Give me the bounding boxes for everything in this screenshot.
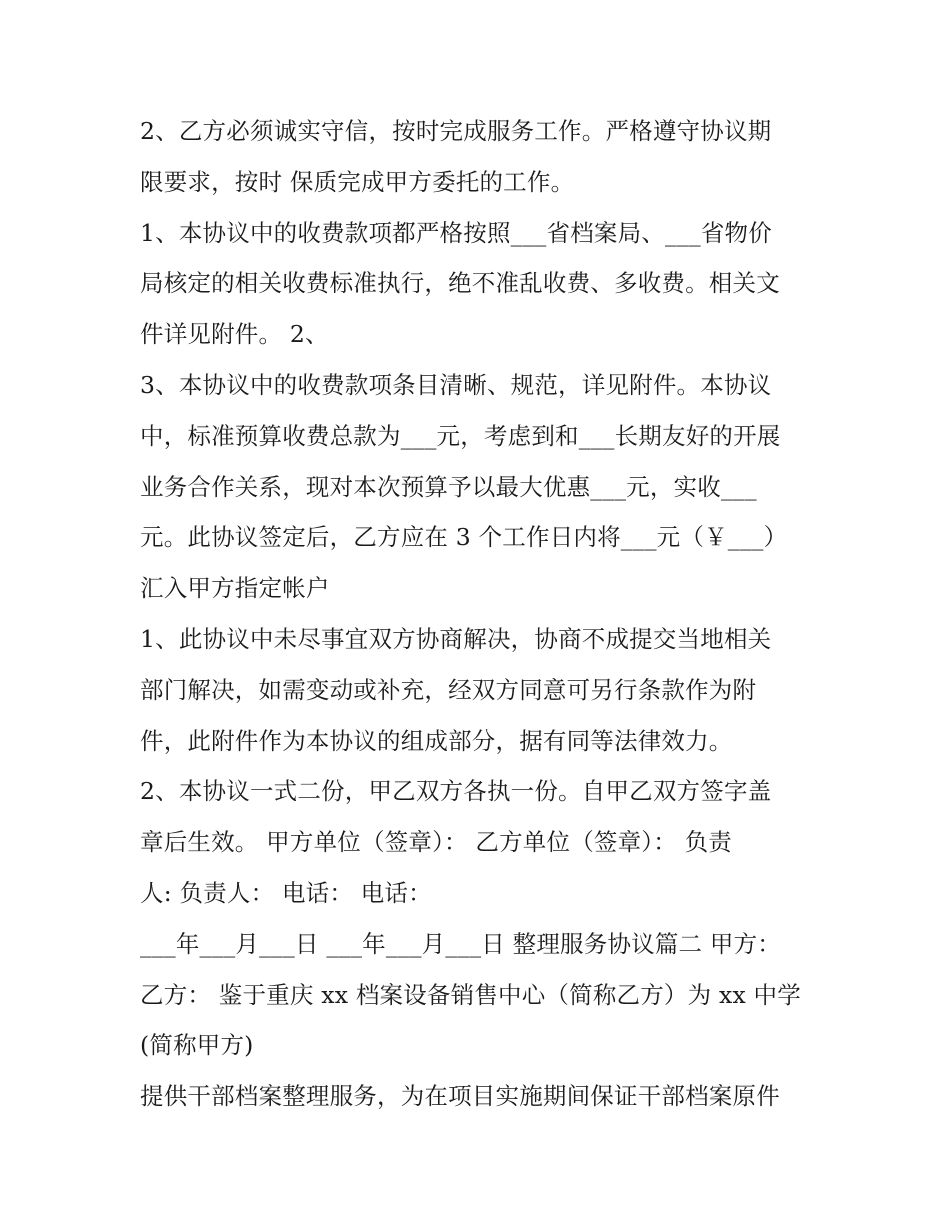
- text-line: 件，此附件作为本协议的组成部分，据有同等法律效力。: [140, 726, 733, 755]
- text-line: 2、本协议一式二份，甲乙双方各执一份。自甲乙双方签字盖: [140, 777, 772, 806]
- text-line: 元。此协议签定后，乙方应在 3 个工作日内将___元（￥___）: [140, 523, 788, 552]
- text-line: 件详见附件。 2、: [140, 320, 329, 349]
- text-line: (简称甲方): [140, 1031, 254, 1060]
- document-body: [140, 106, 820, 1122]
- text-line: 乙方： 鉴于重庆 xx 档案设备销售中心（简称乙方）为 xx 中学: [140, 980, 801, 1009]
- text-line: 中，标准预算收费总款为___元，考虑到和___长期友好的开展: [140, 421, 781, 450]
- text-line: 1、此协议中未尽事宜双方协商解决，协商不成提交当地相关: [140, 624, 772, 653]
- text-line: 限要求，按时 保质完成甲方委托的工作。: [140, 167, 575, 196]
- text-line: 汇入甲方指定帐户: [140, 574, 330, 603]
- text-line: 业务合作关系，现对本次预算予以最大优惠___元，实收___: [140, 472, 757, 501]
- text-line: 1、本协议中的收费款项都严格按照___省档案局、___省物价: [140, 218, 772, 247]
- text-line: 提供干部档案整理服务，为在项目实施期间保证干部档案原件: [140, 1082, 780, 1111]
- text-line: 3、本协议中的收费款项条目清晰、规范，详见附件。本协议: [140, 370, 772, 399]
- text-line: 人: 负责人： 电话： 电话：: [140, 878, 432, 907]
- text-line: ___年___月___日 ___年___月___日 整理服务协议篇二 甲方：: [140, 929, 782, 958]
- text-line: 局核定的相关收费标准执行，绝不准乱收费、多收费。相关文: [140, 269, 780, 298]
- text-line: 章后生效。 甲方单位（签章）： 乙方单位（签章）： 负责: [140, 828, 733, 857]
- text-line: 部门解决，如需变动或补充，经双方同意可另行条款作为附: [140, 675, 757, 704]
- text-line: 2、乙方必须诚实守信，按时完成服务工作。严格遵守协议期: [140, 117, 772, 145]
